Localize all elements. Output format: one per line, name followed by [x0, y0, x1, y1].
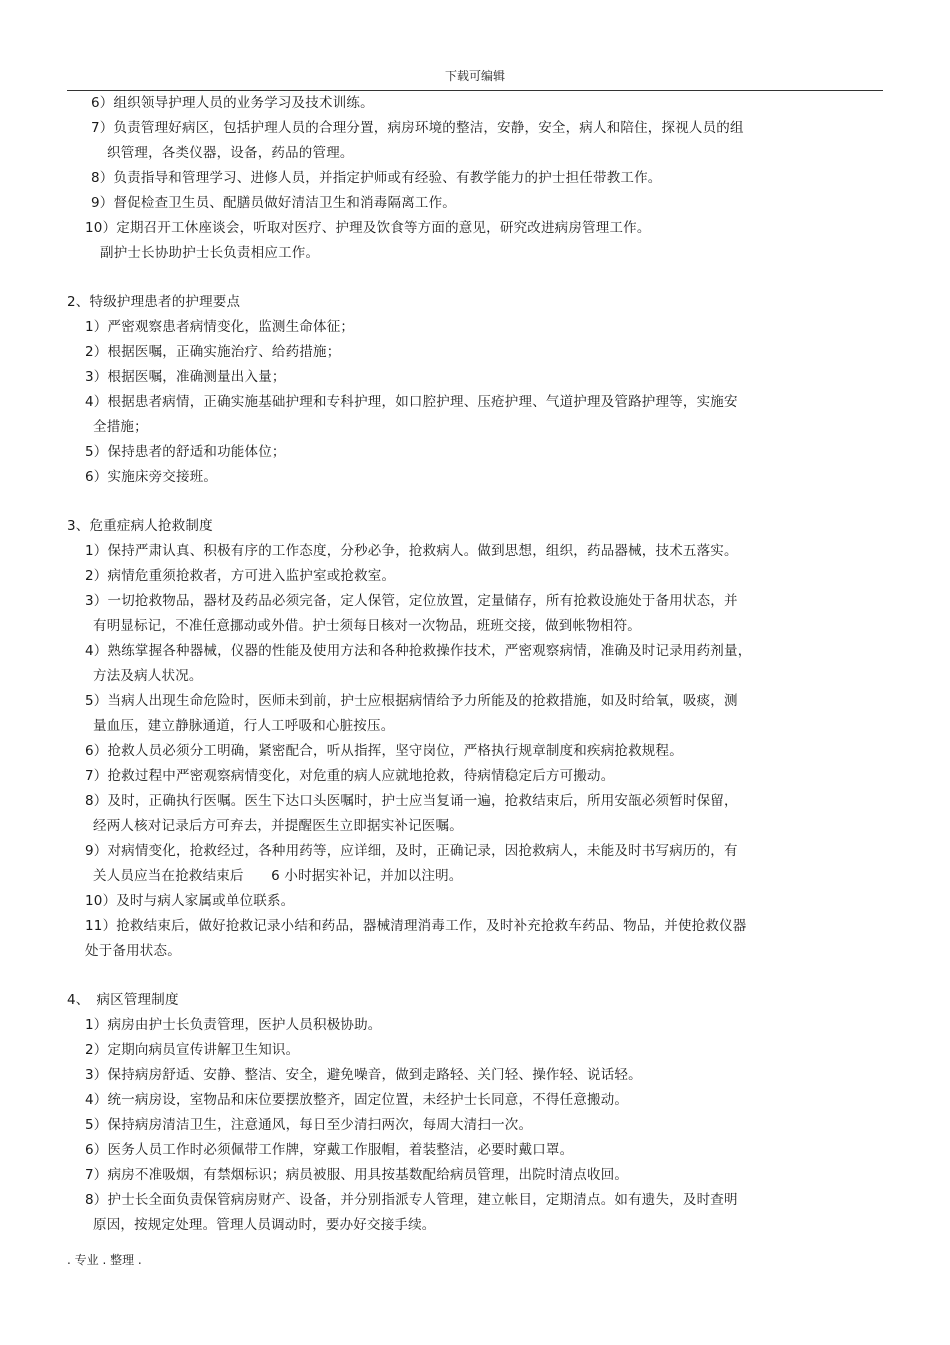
section-heading: 4、 病区管理制度 — [67, 992, 179, 1008]
list-item: 3）保持病房舒适、安静、整洁、安全，避免噪音，做到走路轻、关门轻、操作轻、说话轻。 — [85, 1067, 642, 1083]
list-item: 6）医务人员工作时必须佩带工作牌，穿戴工作服帽，着装整洁，必要时戴口罩。 — [85, 1142, 574, 1158]
list-item-continuation: 织管理，各类仪器，设备，药品的管理。 — [107, 145, 354, 161]
list-item: 6）组织领导护理人员的业务学习及技术训练。 — [91, 95, 374, 111]
list-item: 1）病房由护士长负责管理，医护人员积极协助。 — [85, 1017, 382, 1033]
section-heading: 2、特级护理患者的护理要点 — [67, 294, 241, 310]
list-item-continuation: 原因，按规定处理。管理人员调动时，要办好交接手续。 — [93, 1217, 436, 1233]
note-line: 副护士长协助护士长负责相应工作。 — [100, 245, 320, 261]
list-item-continuation: 处于备用状态。 — [85, 943, 181, 959]
list-item-continuation: 有明显标记，不准任意挪动或外借。护士须每日核对一次物品，班班交接，做到帐物相符。 — [93, 618, 641, 634]
footer-note: . 专业 . 整理 . — [67, 1253, 142, 1267]
section-heading: 3、危重症病人抢救制度 — [67, 518, 213, 534]
list-item: 9）督促检查卫生员、配膳员做好清洁卫生和消毒隔离工作。 — [91, 195, 456, 211]
list-item: 11）抢救结束后，做好抢救记录小结和药品，器械清理消毒工作，及时补充抢救车药品、物品，并使抢救仪器 — [85, 918, 747, 934]
list-item: 2）根据医嘱，正确实施治疗、给药措施； — [85, 344, 341, 360]
list-item: 4）统一病房设，室物品和床位要摆放整齐，固定位置，未经护士长同意，不得任意搬动。 — [85, 1092, 629, 1108]
list-item: 5）保持患者的舒适和功能体位； — [85, 444, 286, 460]
list-item: 3）一切抢救物品，器材及药品必须完备，定人保管，定位放置，定量储存，所有抢救设施处于备用状态，并 — [85, 593, 738, 609]
list-item: 9）对病情变化，抢救经过，各种用药等，应详细，及时，正确记录，因抢救病人，未能及时书写病历的，有 — [85, 843, 738, 859]
list-item: 4）根据患者病情，正确实施基础护理和专科护理，如口腔护理、压疮护理、气道护理及管路护理等，实施安 — [85, 394, 738, 410]
document-body — [0, 91, 950, 1238]
list-item: 7）抢救过程中严密观察病情变化，对危重的病人应就地抢救，待病情稳定后方可搬动。 — [85, 768, 615, 784]
list-item: 2）定期向病员宣传讲解卫生知识。 — [85, 1042, 300, 1058]
list-item: 5）当病人出现生命危险时，医师未到前，护士应根据病情给予力所能及的抢救措施，如及时给氧，吸痰，测 — [85, 693, 738, 709]
list-item: 8）护士长全面负责保管病房财产、设备，并分别指派专人管理，建立帐目，定期清点。如有遗失，及时查明 — [85, 1192, 738, 1208]
list-item-continuation: 关人员应当在抢救结束后 6 小时据实补记，并加以注明。 — [93, 868, 463, 884]
list-item: 2）病情危重须抢救者，方可进入监护室或抢救室。 — [85, 568, 396, 584]
list-item: 8）及时，正确执行医嘱。医生下达口头医嘱时，护士应当复诵一遍，抢救结束后，所用安瓿必须暂时保留， — [85, 793, 738, 809]
list-item: 4）熟练掌握各种器械，仪器的性能及使用方法和各种抢救操作技术，严密观察病情，准确及时记录用药剂量， — [85, 643, 752, 659]
list-item: 6）抢救人员必须分工明确，紧密配合，听从指挥，坚守岗位，严格执行规章制度和疾病抢救规程。 — [85, 743, 683, 759]
list-item: 10）定期召开工休座谈会，听取对医疗、护理及饮食等方面的意见，研究改进病房管理工作。 — [85, 220, 651, 236]
list-item: 10）及时与病人家属或单位联系。 — [85, 893, 295, 909]
list-item: 7）负责管理好病区，包括护理人员的合理分置，病房环境的整洁，安静，安全，病人和陪住，探视人员的组 — [91, 120, 744, 136]
page-header-title: 下载可编辑 — [444, 69, 505, 83]
list-item: 7）病房不准吸烟，有禁烟标识；病员被服、用具按基数配给病员管理，出院时清点收回。 — [85, 1167, 629, 1183]
list-item: 8）负责指导和管理学习、进修人员，并指定护师或有经验、有教学能力的护士担任带教工作。 — [91, 170, 662, 186]
list-item: 6）实施床旁交接班。 — [85, 469, 218, 485]
list-item-continuation: 全措施； — [93, 419, 148, 435]
list-item: 5）保持病房清洁卫生，注意通风，每日至少清扫两次，每周大清扫一次。 — [85, 1117, 533, 1133]
list-item: 1）保持严肃认真、积极有序的工作态度，分秒必争，抢救病人。做到思想，组织，药品器械，技术五落实。 — [85, 543, 738, 559]
list-item-continuation: 量血压，建立静脉通道，行人工呼吸和心脏按压。 — [93, 718, 395, 734]
list-item-continuation: 方法及病人状况。 — [93, 668, 203, 684]
list-item: 3）根据医嘱，准确测量出入量； — [85, 369, 286, 385]
list-item: 1）严密观察患者病情变化，监测生命体征； — [85, 319, 355, 335]
list-item-continuation: 经两人核对记录后方可弃去，并提醒医生立即据实补记医嘱。 — [93, 818, 463, 834]
